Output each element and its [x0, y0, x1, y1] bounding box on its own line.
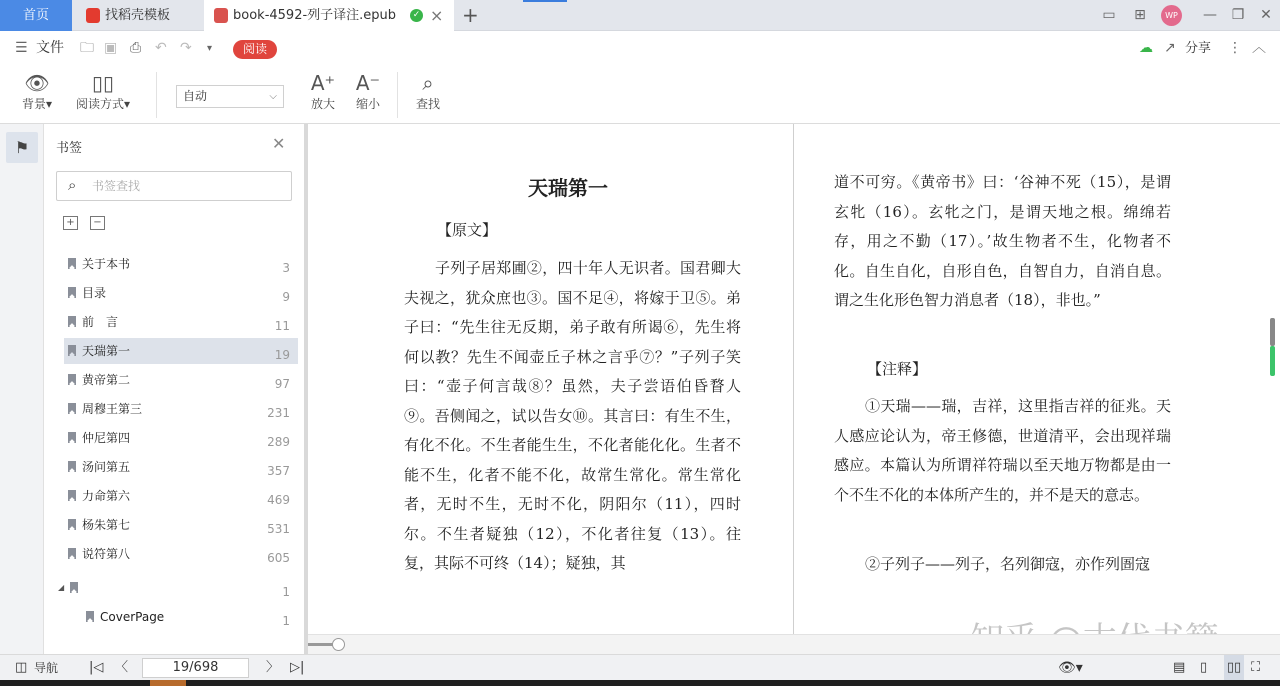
new-tab-icon[interactable]: + [462, 3, 479, 27]
bookmark-icon [68, 287, 76, 298]
share-icon[interactable]: ↗ [1164, 40, 1176, 56]
taskbar-app[interactable] [150, 680, 186, 686]
close-window-icon[interactable]: ✕ [1260, 7, 1272, 23]
left-rail [0, 124, 44, 654]
bookmark-page: 1 [282, 614, 290, 628]
horizontal-slider[interactable] [308, 634, 1280, 654]
bookmark-page: 9 [282, 290, 290, 304]
bookmark-item-selected[interactable] [64, 338, 298, 364]
bookmark-icon [68, 316, 76, 327]
tab-document-label: book-4592-列子译注.epub [233, 8, 397, 23]
double-page-view-icon[interactable]: ▯▯ [1224, 655, 1244, 681]
find-label: 查找 [415, 97, 440, 111]
bookmark-label: 天瑞第一 [82, 344, 131, 358]
read-mode-badge[interactable]: 阅读 [233, 40, 277, 59]
first-page-icon[interactable]: |◁ [89, 660, 104, 675]
more-options-icon[interactable]: ⋮ [1228, 40, 1242, 56]
bookmark-item[interactable] [82, 604, 298, 630]
bookmark-item[interactable] [64, 396, 298, 422]
scroll-view-icon[interactable]: ▯ [1200, 660, 1208, 675]
toolbar-divider [156, 72, 157, 118]
bookmark-group[interactable] [58, 575, 300, 601]
scroll-indicator[interactable] [1270, 318, 1275, 376]
layout-icon[interactable]: ▭ [1102, 7, 1116, 23]
eye-protect-icon[interactable]: 👁▾ [1058, 660, 1083, 676]
bookmark-page: 19 [274, 348, 290, 362]
bookmark-item[interactable] [64, 483, 298, 509]
mode-select[interactable] [176, 85, 284, 108]
page-divider [793, 124, 794, 634]
search-icon: ⌕ [422, 71, 434, 95]
single-page-view-icon[interactable]: ▤ [1173, 660, 1186, 675]
saved-check-icon: ✓ [410, 9, 423, 22]
bookmark-label: 前 言 [82, 315, 119, 329]
bookmark-icon [86, 611, 94, 622]
share-button[interactable]: 分享 [1185, 41, 1212, 56]
bookmark-page: 605 [267, 551, 290, 565]
collapse-all-icon[interactable]: − [90, 216, 105, 230]
bookmark-label: 仲尼第四 [82, 431, 131, 445]
taskbar [0, 680, 1280, 686]
eye-icon: 👁 [24, 71, 50, 95]
bookmark-label: 说符第八 [82, 547, 131, 561]
bookmark-item[interactable] [64, 425, 298, 451]
bookmark-icon [68, 461, 76, 472]
bookmark-page: 531 [267, 522, 290, 536]
zoom-in-button[interactable] [308, 66, 338, 112]
read-mode-button[interactable] [73, 66, 133, 112]
apps-grid-icon[interactable]: ⊞ [1134, 7, 1146, 23]
chapter-title: 天瑞第一 [528, 176, 608, 200]
fullscreen-icon[interactable]: ⛶ [1251, 660, 1261, 675]
bookmark-item[interactable] [64, 367, 298, 393]
notes-heading: 【注释】 [867, 360, 928, 378]
bookmark-label: 关于本书 [82, 257, 131, 271]
bookmark-icon [68, 374, 76, 385]
bookmark-icon [68, 490, 76, 501]
bookmark-label: 杨朱第七 [82, 518, 131, 532]
bookmark-page: 357 [267, 464, 290, 478]
nav-label[interactable]: 导航 [34, 661, 59, 675]
note-item: ②子列子——列子，名列御寇，亦作列圄寇 [865, 555, 1151, 573]
bookmark-panel [44, 124, 304, 654]
status-bar [0, 654, 1280, 680]
right-page-text: 道不可穷。《黄帝书》曰：‘谷神不死（15），是谓玄牝（16）。玄牝之门，是谓天地之根。绵绵若存，用之不勤（17）。’故生物者不生，化物者不化。自生自化，自形自色，自智自力，自消自息。谓之生化形色智力消息者（18），非也。” [834, 173, 1171, 309]
bookmark-label: 黄帝第二 [82, 373, 131, 387]
bookmark-icon [68, 519, 76, 530]
menu-icon[interactable]: ☰ [15, 40, 28, 56]
bookmark-icon [68, 258, 76, 269]
panel-title: 书签 [56, 141, 83, 156]
tab-document[interactable] [204, 0, 454, 31]
left-page-text: 子列子居郑圃②，四十年人无识者。国君卿大夫视之，犹众庶也③。国不足④，将嫁于卫⑤。弟子曰：“先生往无反期，弟子敢有所谒⑥，先生将何以教？先生不闻壶丘子林之言乎⑦？”子列子笑曰：“壶子何言哉⑧？虽然，夫子尝语伯昏瞀人⑨。吾侧闻之，试以告女⑩。其言曰：有生不生，有化不化。不生者能生生，不化者能化化。生者不能不生，化者不能不化，故常生常化。常生常化者，无时不生，无时不化，阴阳尔（11），四时尔。不生者疑独（12），不化者往复（13）。往复，其际不可终（14）；疑独，其 [404, 259, 741, 572]
chevron-down-icon: ⌵ [269, 91, 277, 102]
bookmark-item[interactable] [64, 280, 298, 306]
close-panel-icon[interactable]: ✕ [272, 134, 286, 153]
slider-thumb[interactable] [332, 638, 345, 651]
undo-icon[interactable]: ↶ [155, 40, 167, 56]
more-dropdown-icon[interactable]: ▾ [207, 43, 213, 54]
bookmark-label: CoverPage [100, 610, 165, 624]
minimize-icon[interactable]: — [1203, 7, 1217, 23]
book-open-icon: ▯▯ [91, 71, 114, 95]
page-number-input[interactable]: 19/698 [142, 658, 249, 678]
bookmark-page: 1 [282, 585, 290, 599]
cloud-sync-icon[interactable]: ☁ [1139, 40, 1153, 56]
bookmark-page: 3 [282, 261, 290, 275]
close-tab-icon[interactable]: × [430, 6, 444, 25]
bookmark-icon [70, 582, 78, 593]
bookmark-item[interactable] [64, 309, 298, 335]
bookmark-item[interactable] [64, 512, 298, 538]
expand-all-icon[interactable]: + [63, 216, 78, 230]
bookmark-item[interactable] [64, 251, 298, 277]
bookmark-label: 汤问第五 [82, 460, 131, 474]
mode-select-value: 自动 [183, 89, 208, 103]
menu-bar [0, 31, 1280, 66]
find-button[interactable] [413, 66, 443, 112]
font-increase-icon: A⁺ [310, 71, 336, 95]
bookmark-icon [68, 432, 76, 443]
bookmark-page: 469 [267, 493, 290, 507]
tab-home[interactable]: 首页 [0, 0, 72, 31]
bookmark-page: 289 [267, 435, 290, 449]
collapse-triangle-icon[interactable]: ◢ [58, 583, 65, 592]
bookmark-icon [68, 403, 76, 414]
read-mode-label: 阅读方式▾ [75, 97, 131, 111]
bookmark-item[interactable] [64, 454, 298, 480]
search-icon: ⌕ [68, 176, 77, 194]
zoom-out-button[interactable] [353, 66, 383, 112]
restore-icon[interactable]: ❐ [1231, 7, 1245, 23]
avatar[interactable]: WP [1161, 5, 1182, 26]
print-icon[interactable]: ⎙ [130, 40, 142, 56]
bookmark-icon [68, 345, 76, 356]
bookmark-label: 力命第六 [82, 489, 131, 503]
tab-template[interactable] [72, 0, 204, 31]
nav-panel-icon[interactable]: ◫ [15, 660, 28, 675]
active-indicator [523, 0, 567, 2]
open-icon[interactable]: 🗀 [80, 40, 94, 56]
file-menu[interactable]: 文件 [36, 40, 64, 56]
bookmark-panel-icon[interactable]: ⚑ [6, 132, 38, 163]
next-page-icon[interactable]: 〉 [266, 660, 280, 675]
redo-icon[interactable]: ↷ [180, 40, 192, 56]
background-button[interactable] [18, 66, 56, 112]
bookmark-icon [68, 548, 76, 559]
bookmark-page: 11 [274, 319, 290, 333]
bookmark-label: 周穆王第三 [82, 402, 143, 416]
note-item: ①天瑞——瑞，吉祥，这里指吉祥的征兆。天人感应论认为，帝王修德，世道清平，会出现祥瑞感应。本篇认为所谓祥符瑞以至天地万物都是由一个不生不化的本体所产生的，并不是天的意志。 [834, 397, 1171, 504]
bookmark-search[interactable] [56, 171, 292, 201]
font-decrease-icon: A⁻ [355, 71, 381, 95]
bookmark-label: 目录 [82, 286, 107, 300]
last-page-icon[interactable]: ▷| [290, 660, 305, 675]
bookmark-item[interactable] [64, 541, 298, 567]
scroll-thumb [1270, 318, 1275, 346]
tab-bar [0, 0, 1280, 31]
toolbar-divider [397, 72, 398, 118]
bookmark-page: 97 [274, 377, 290, 391]
collapse-ribbon-icon[interactable]: ︿ [1252, 40, 1266, 56]
bookmark-search-input[interactable] [92, 177, 282, 195]
zoom-out-label: 缩小 [355, 97, 380, 111]
prev-page-icon[interactable]: 〈 [115, 660, 129, 675]
ribbon-toolbar [0, 66, 1280, 124]
save-icon[interactable]: ▣ [104, 40, 118, 56]
epub-file-icon [214, 8, 228, 23]
scroll-progress [1270, 346, 1275, 376]
docer-logo-icon [86, 8, 100, 23]
tab-template-label: 找稻壳模板 [105, 8, 171, 23]
bookmark-page: 231 [267, 406, 290, 420]
background-label: 背景▾ [21, 97, 53, 111]
section-heading: 【原文】 [437, 221, 498, 239]
zoom-in-label: 放大 [310, 97, 335, 111]
